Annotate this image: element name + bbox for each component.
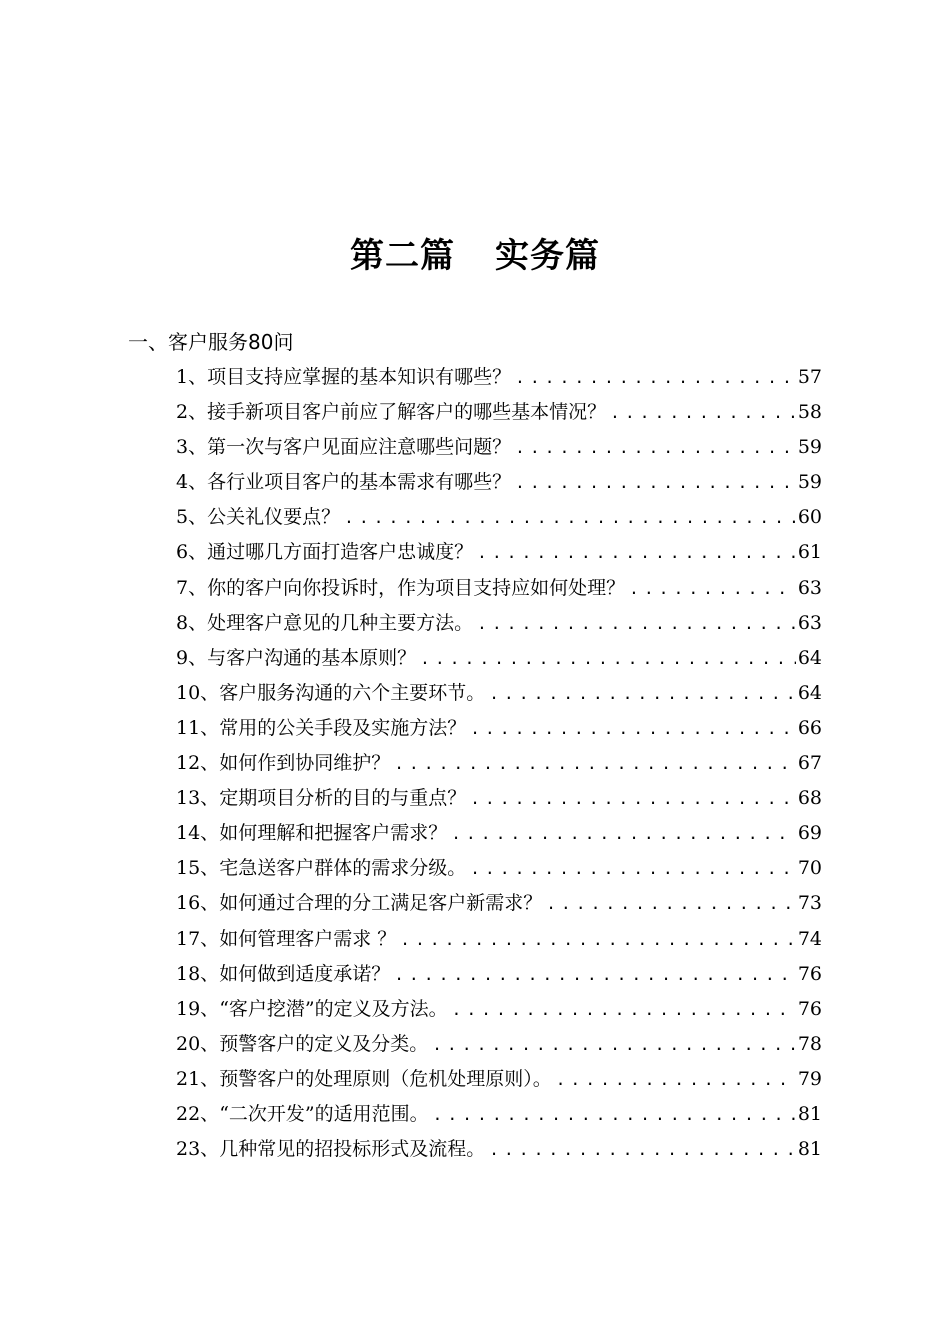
toc-entry[interactable] — [176, 886, 822, 921]
toc-entry-page: 70 — [797, 857, 822, 880]
toc-dot-leader — [606, 395, 796, 430]
toc-dot-leader — [511, 430, 796, 465]
toc-entry-number: 22、 — [176, 1102, 220, 1125]
toc-entry[interactable] — [176, 395, 822, 430]
toc-entry-page: 68 — [797, 787, 822, 810]
toc-entry-number: 12、 — [176, 752, 220, 775]
toc-entry[interactable] — [176, 465, 822, 500]
toc-dot-leader — [447, 816, 796, 851]
toc-entry-title: 项目支持应掌握的基本知识有哪些？ — [207, 366, 512, 388]
toc-entry[interactable] — [176, 816, 822, 851]
toc-entry-title: 公关礼仪要点？ — [207, 506, 341, 529]
toc-entry-number: 17、 — [176, 927, 220, 950]
toc-entry-title: “客户挖潜”的定义及方法。 — [219, 997, 448, 1020]
toc-entry-title: 几种常见的招投标形式及流程。 — [219, 1138, 486, 1161]
toc-dot-leader — [428, 1027, 796, 1062]
toc-entry[interactable] — [176, 922, 822, 957]
part-title — [0, 228, 950, 284]
toc-entry-number: 1、 — [176, 366, 208, 388]
toc-dot-leader — [466, 781, 796, 816]
toc-entry[interactable] — [176, 1132, 822, 1167]
toc-dot-leader — [466, 851, 796, 886]
toc-entry-number: 11、 — [176, 716, 220, 739]
toc-entry[interactable] — [176, 641, 822, 676]
toc-entry-number: 6、 — [176, 541, 208, 564]
toc-entry-number: 21、 — [176, 1067, 220, 1090]
toc-entry-title: 与客户沟通的基本原则？ — [207, 646, 417, 669]
toc-entry-page: 76 — [797, 997, 822, 1020]
toc-entry-page: 73 — [797, 892, 822, 915]
toc-dot-leader — [625, 571, 796, 606]
toc-entry[interactable] — [176, 957, 822, 992]
toc-dot-leader — [340, 500, 796, 535]
toc-entry-title: 通过哪几方面打造客户忠诚度？ — [207, 541, 474, 564]
toc-entry-title: 常用的公关手段及实施方法？ — [219, 716, 467, 739]
toc-entry-number: 23、 — [176, 1138, 220, 1161]
toc-dot-leader — [542, 886, 796, 921]
toc-entry-number: 2、 — [176, 401, 208, 424]
toc-entry-page: 64 — [797, 646, 822, 669]
toc-entry-page: 74 — [797, 927, 822, 950]
toc-entry-page: 69 — [797, 822, 822, 845]
toc-dot-leader — [390, 746, 796, 781]
toc-entry-title: 定期项目分析的目的与重点？ — [219, 787, 467, 810]
toc-entry-page: 79 — [797, 1067, 822, 1090]
toc-entry-number: 8、 — [176, 611, 208, 634]
toc-entry[interactable] — [176, 430, 822, 465]
toc-entry-title: 你的客户向你投诉时，作为项目支持应如何处理？ — [207, 576, 626, 599]
toc-entry[interactable] — [176, 851, 822, 886]
toc-entry-page: 78 — [797, 1032, 822, 1055]
toc-entry-page: 60 — [797, 506, 822, 529]
toc-dot-leader — [485, 1132, 796, 1167]
toc-entry-page: 59 — [797, 471, 822, 494]
toc-dot-leader — [390, 957, 796, 992]
toc-entry[interactable] — [176, 606, 822, 641]
toc-dot-leader — [396, 922, 796, 957]
toc-entry-title: 客户服务沟通的六个主要环节。 — [219, 681, 486, 704]
toc-entry[interactable] — [176, 535, 822, 570]
table-of-contents — [176, 360, 822, 1167]
toc-entry-page: 58 — [797, 401, 822, 424]
toc-dot-leader — [511, 360, 796, 395]
toc-entry[interactable] — [176, 746, 822, 781]
toc-entry-title: “二次开发”的适用范围。 — [219, 1102, 429, 1125]
toc-entry[interactable] — [176, 1097, 822, 1132]
toc-entry[interactable] — [176, 360, 822, 395]
toc-entry[interactable] — [176, 1027, 822, 1062]
toc-entry-number: 19、 — [176, 997, 220, 1020]
toc-entry[interactable] — [176, 500, 822, 535]
toc-entry-page: 63 — [797, 611, 822, 634]
toc-entry-page: 81 — [797, 1102, 822, 1125]
toc-entry-number: 10、 — [176, 681, 220, 704]
toc-dot-leader — [473, 535, 796, 570]
toc-dot-leader — [448, 992, 796, 1027]
toc-entry-number: 3、 — [176, 436, 208, 459]
toc-entry-title: 如何理解和把握客户需求？ — [219, 822, 448, 845]
toc-entry-title: 处理客户意见的几种主要方法。 — [207, 611, 474, 634]
part-title-left: 第二篇 — [350, 236, 455, 276]
toc-entry-page: 67 — [797, 752, 822, 775]
toc-entry-number: 15、 — [176, 857, 220, 880]
toc-entry-title: 如何作到协同维护？ — [219, 752, 391, 775]
toc-entry[interactable] — [176, 676, 822, 711]
section-heading: 一、客户服务80问 — [128, 330, 294, 354]
toc-entry-number: 7、 — [176, 576, 208, 599]
toc-entry[interactable] — [176, 781, 822, 816]
toc-entry-number: 13、 — [176, 787, 220, 810]
toc-entry-page: 63 — [797, 576, 822, 599]
toc-entry-number: 16、 — [176, 892, 220, 915]
toc-entry-title: 宅急送客户群体的需求分级。 — [219, 857, 467, 880]
toc-entry[interactable] — [176, 571, 822, 606]
toc-entry[interactable] — [176, 711, 822, 746]
toc-dot-leader — [416, 641, 796, 676]
toc-dot-leader — [429, 1097, 796, 1132]
part-title-right: 实务篇 — [495, 236, 600, 276]
toc-dot-leader — [485, 676, 796, 711]
toc-dot-leader — [466, 711, 796, 746]
toc-entry[interactable] — [176, 1062, 822, 1097]
toc-entry-title: 预警客户的定义及分类。 — [219, 1032, 429, 1055]
toc-entry-number: 9、 — [176, 646, 208, 669]
toc-entry[interactable] — [176, 992, 822, 1027]
toc-entry-title: 各行业项目客户的基本需求有哪些？ — [207, 471, 512, 494]
toc-entry-number: 18、 — [176, 962, 220, 985]
toc-entry-page: 76 — [797, 962, 822, 985]
toc-entry-title: 如何通过合理的分工满足客户新需求？ — [219, 892, 543, 915]
toc-entry-title: 如何管理客户需求 ？ — [219, 927, 397, 950]
toc-entry-number: 5、 — [176, 506, 208, 529]
toc-entry-page: 59 — [797, 436, 822, 459]
toc-dot-leader — [552, 1062, 796, 1097]
toc-entry-page: 57 — [797, 366, 822, 388]
toc-entry-page: 81 — [797, 1138, 822, 1161]
toc-entry-title: 第一次与客户见面应注意哪些问题？ — [207, 436, 512, 459]
toc-entry-page: 64 — [797, 681, 822, 704]
toc-dot-leader — [473, 606, 796, 641]
toc-entry-page: 66 — [797, 716, 822, 739]
toc-entry-page: 61 — [797, 541, 822, 564]
toc-entry-number: 4、 — [176, 471, 208, 494]
toc-entry-number: 14、 — [176, 822, 220, 845]
toc-entry-number: 20、 — [176, 1032, 220, 1055]
toc-entry-title: 预警客户的处理原则（危机处理原则）。 — [219, 1067, 552, 1090]
toc-entry-title: 接手新项目客户前应了解客户的哪些基本情况？ — [207, 401, 607, 424]
toc-entry-title: 如何做到适度承诺？ — [219, 962, 391, 985]
toc-dot-leader — [511, 465, 796, 500]
